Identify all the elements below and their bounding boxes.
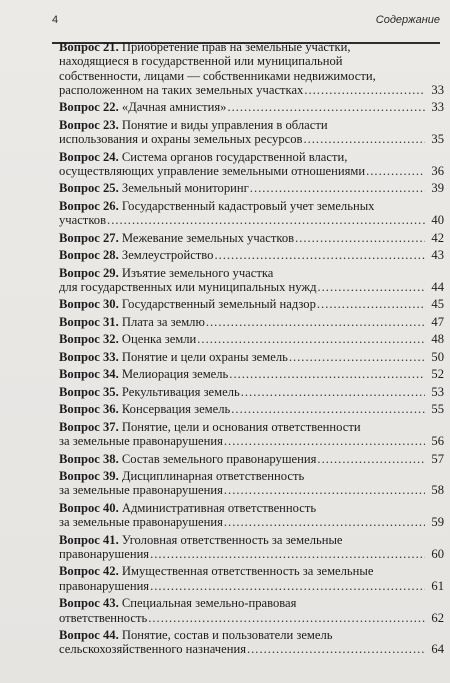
toc-entry-title: за земельные правонарушения	[59, 434, 223, 449]
toc-entry-line	[59, 469, 426, 483]
dot-leader	[317, 452, 425, 466]
toc-entry-line	[59, 54, 426, 68]
toc-entry-label: Вопрос 28.	[59, 248, 119, 263]
toc-entry-line	[59, 628, 426, 642]
toc-entry-text	[59, 469, 304, 483]
dot-leader	[303, 132, 425, 146]
toc-entry	[59, 628, 444, 657]
toc-entry-title: Административная ответственность	[121, 500, 317, 515]
toc-entry-line	[59, 483, 426, 497]
toc-entry-text	[59, 132, 302, 146]
toc-entry-label: Вопрос 26.	[59, 198, 119, 213]
toc-entry-line	[59, 564, 426, 578]
toc-entry-line	[59, 547, 426, 561]
toc-entry-line	[59, 69, 426, 83]
dot-leader	[224, 434, 425, 448]
dot-leader	[241, 385, 425, 399]
toc-page-number: 39	[431, 181, 444, 196]
toc-entry-label: Вопрос 27.	[59, 230, 119, 245]
dot-leader	[317, 297, 425, 311]
toc-entry-text	[59, 83, 303, 97]
toc-page-number: 40	[431, 213, 444, 228]
toc-page-number: 59	[431, 515, 444, 530]
toc-entry-text	[59, 69, 376, 83]
toc-entry-line	[59, 297, 426, 311]
toc-entry-text	[59, 100, 226, 114]
toc-page-number: 48	[431, 332, 444, 347]
toc-page-number: 33	[431, 100, 444, 115]
toc-entry-text	[59, 199, 374, 213]
dot-leader	[150, 579, 425, 593]
running-header	[52, 14, 440, 30]
toc-entry	[59, 297, 444, 311]
table-of-contents	[59, 40, 444, 660]
toc-page-number: 35	[431, 132, 444, 147]
toc-page-number: 50	[431, 349, 444, 364]
toc-entry	[59, 596, 444, 625]
dot-leader	[197, 332, 425, 346]
toc-entry-label: Вопрос 30.	[59, 297, 119, 312]
toc-entry-title: Изъятие земельного участка	[121, 265, 274, 280]
toc-entry	[59, 350, 444, 364]
toc-entry-label: Вопрос 41.	[59, 532, 119, 547]
dot-leader	[107, 213, 425, 227]
toc-entry-text	[59, 579, 149, 593]
toc-entry-text	[59, 501, 316, 515]
dot-leader	[224, 483, 425, 497]
dot-leader	[150, 547, 425, 561]
toc-entry-title: Состав земельного правонарушения	[121, 451, 317, 466]
toc-entry-title: правонарушения	[59, 546, 150, 561]
toc-entry-title: расположенном на таких земельных участках	[59, 82, 304, 97]
toc-entry-title: ответственность	[59, 610, 148, 625]
toc-page-number: 53	[431, 384, 444, 399]
toc-entry-line	[59, 385, 426, 399]
toc-entry-title: использования и охраны земельных ресурсов	[59, 132, 303, 147]
toc-entry-text	[59, 297, 316, 311]
toc-entry-line	[59, 100, 426, 114]
toc-entry-line	[59, 611, 426, 625]
toc-entry-text	[59, 533, 343, 547]
toc-entry-text	[59, 118, 328, 132]
toc-entry-line	[59, 315, 426, 329]
toc-entry-label: Вопрос 23.	[59, 117, 119, 132]
toc-entry-title: Уголовная ответственность за земельные	[121, 532, 343, 547]
toc-entry-label: Вопрос 42.	[59, 564, 119, 579]
toc-entry-title: Рекультивация земель	[121, 384, 240, 399]
toc-entry-text	[59, 54, 343, 68]
toc-entry-title: Понятие и виды управления в области	[121, 117, 328, 132]
toc-entry-line	[59, 515, 426, 529]
toc-entry-title: «Дачная амнистия»	[121, 100, 227, 115]
toc-entry-title: Специальная земельно-правовая	[121, 596, 297, 611]
toc-page-number: 36	[431, 163, 444, 178]
toc-entry-line	[59, 199, 426, 213]
toc-page-number: 56	[431, 434, 444, 449]
toc-entry-title: Плата за землю	[121, 314, 205, 329]
toc-entry-line	[59, 181, 426, 195]
toc-entry-text	[59, 332, 196, 346]
toc-page-number: 58	[431, 483, 444, 498]
toc-entry-text	[59, 420, 361, 434]
toc-entry-text	[59, 315, 205, 329]
toc-entry-title: за земельные правонарушения	[59, 483, 223, 498]
toc-entry-text	[59, 385, 240, 399]
toc-entry-title: Государственный кадастровый учет земельных	[121, 198, 375, 213]
dot-leader	[366, 164, 425, 178]
dot-leader	[229, 367, 425, 381]
toc-entry-line	[59, 164, 426, 178]
toc-page-number: 57	[431, 451, 444, 466]
toc-entry-text	[59, 350, 288, 364]
toc-entry-line	[59, 579, 426, 593]
toc-entry	[59, 266, 444, 295]
toc-entry-line	[59, 596, 426, 610]
toc-entry-text	[59, 452, 316, 466]
toc-entry-title: Система органов государственной власти,	[121, 149, 348, 164]
toc-entry-label: Вопрос 22.	[59, 100, 119, 115]
toc-entry-label: Вопрос 37.	[59, 419, 119, 434]
toc-entry-line	[59, 420, 426, 434]
toc-entry	[59, 469, 444, 498]
toc-entry-title: Консервация земель	[121, 402, 231, 417]
toc-entry-label: Вопрос 36.	[59, 402, 119, 417]
toc-page-number: 47	[431, 314, 444, 329]
toc-entry	[59, 199, 444, 228]
toc-entry	[59, 402, 444, 416]
toc-entry-title: для государственных или муниципальных нужд	[59, 279, 317, 294]
toc-page-number: 33	[431, 82, 444, 97]
toc-entry-text	[59, 483, 223, 497]
toc-entry	[59, 315, 444, 329]
toc-entry-title: Дисциплинарная ответственность	[121, 469, 305, 484]
toc-entry	[59, 385, 444, 399]
toc-entry-text	[59, 248, 213, 262]
toc-entry-title: Понятие, состав и пользователи земель	[121, 628, 333, 642]
toc-entry-text	[59, 164, 365, 178]
toc-entry-text	[59, 367, 228, 381]
page-number: 4	[52, 14, 59, 26]
toc-entry-label: Вопрос 24.	[59, 149, 119, 164]
toc-entry-text	[59, 213, 106, 227]
toc-entry-line	[59, 332, 426, 346]
toc-page-number: 61	[431, 578, 444, 593]
toc-entry-title: сельскохозяйственного назначения	[59, 642, 246, 657]
toc-entry	[59, 100, 444, 114]
toc-entry-line	[59, 150, 426, 164]
toc-entry-label: Вопрос 40.	[59, 500, 119, 515]
toc-entry-title: Земельный мониторинг	[121, 181, 249, 196]
toc-entry-label: Вопрос 33.	[59, 349, 119, 364]
toc-entry-label: Вопрос 25.	[59, 181, 119, 196]
toc-entry-text	[59, 547, 149, 561]
toc-entry	[59, 533, 444, 562]
toc-entry-text	[59, 266, 273, 280]
toc-entry	[59, 564, 444, 593]
toc-entry-title: Понятие и цели охраны земель	[121, 349, 288, 364]
toc-entry-line	[59, 642, 426, 656]
toc-entry-title: осуществляющих управление земельными отношениями	[59, 163, 366, 178]
toc-entry	[59, 231, 444, 245]
toc-entry-line	[59, 367, 426, 381]
toc-entry	[59, 40, 444, 97]
toc-page-number: 55	[431, 402, 444, 417]
toc-page-number: 44	[431, 279, 444, 294]
section-title: Содержание	[375, 14, 440, 26]
toc-entry-text	[59, 150, 347, 164]
dot-leader	[250, 181, 425, 195]
toc-entry-line	[59, 350, 426, 364]
toc-entry-text	[59, 181, 249, 195]
toc-entry-text	[59, 402, 230, 416]
toc-page-number: 52	[431, 367, 444, 382]
toc-entry-title: собственности, лицами — собственниками недвижимости,	[59, 68, 376, 83]
toc-entry	[59, 150, 444, 179]
toc-entry-label: Вопрос 39.	[59, 469, 119, 484]
dot-leader	[231, 402, 425, 416]
toc-entry	[59, 501, 444, 530]
toc-page-number: 45	[431, 297, 444, 312]
toc-entry	[59, 420, 444, 449]
toc-entry-text	[59, 434, 223, 448]
toc-page-number: 64	[431, 642, 444, 657]
toc-entry	[59, 118, 444, 147]
dot-leader	[148, 611, 425, 625]
dot-leader	[295, 231, 425, 245]
toc-entry-title: Приобретение прав на земельные участки,	[121, 40, 351, 54]
toc-entry-label: Вопрос 31.	[59, 314, 119, 329]
toc-entry-label: Вопрос 44.	[59, 628, 119, 642]
dot-leader	[214, 248, 425, 262]
toc-entry-label: Вопрос 35.	[59, 384, 119, 399]
toc-entry-title: находящиеся в государственной или муниципальной	[59, 54, 343, 69]
toc-entry	[59, 367, 444, 381]
toc-entry-text	[59, 231, 294, 245]
toc-entry-title: за земельные правонарушения	[59, 515, 223, 530]
toc-entry-text	[59, 40, 351, 54]
dot-leader	[224, 515, 425, 529]
toc-entry-title: Имущественная ответственность за земельные	[121, 564, 374, 579]
toc-entry-title: правонарушения	[59, 578, 150, 593]
toc-entry-line	[59, 83, 426, 97]
toc-entry-text	[59, 596, 296, 610]
toc-entry-text	[59, 642, 246, 656]
toc-page-number: 62	[431, 610, 444, 625]
toc-entry	[59, 248, 444, 262]
toc-entry-text	[59, 515, 223, 529]
toc-entry	[59, 332, 444, 346]
toc-entry-title: Межевание земельных участков	[121, 230, 295, 245]
toc-entry-line	[59, 402, 426, 416]
toc-entry-label: Вопрос 43.	[59, 596, 119, 611]
dot-leader	[318, 280, 426, 294]
toc-entry-line	[59, 40, 426, 54]
toc-entry-line	[59, 501, 426, 515]
toc-entry-label: Вопрос 29.	[59, 265, 119, 280]
dot-leader	[304, 83, 425, 97]
toc-entry-text	[59, 564, 373, 578]
toc-page-number: 43	[431, 248, 444, 263]
toc-entry-line	[59, 266, 426, 280]
toc-entry-line	[59, 434, 426, 448]
dot-leader	[289, 350, 425, 364]
toc-entry-line	[59, 452, 426, 466]
toc-entry-title: Оценка земли	[121, 332, 197, 347]
toc-entry-line	[59, 213, 426, 227]
toc-entry	[59, 452, 444, 466]
toc-entry-title: Землеустройство	[121, 248, 214, 263]
dot-leader	[247, 642, 425, 656]
toc-entry-line	[59, 132, 426, 146]
dot-leader	[227, 100, 425, 114]
toc-entry-label: Вопрос 34.	[59, 367, 119, 382]
toc-entry	[59, 181, 444, 195]
toc-entry-label: Вопрос 21.	[59, 40, 119, 54]
toc-entry-title: Мелиорация земель	[121, 367, 229, 382]
toc-entry-line	[59, 280, 426, 294]
toc-entry-title: Понятие, цели и основания ответственности	[121, 419, 361, 434]
toc-entry-line	[59, 231, 426, 245]
dot-leader	[206, 315, 425, 329]
toc-entry-label: Вопрос 32.	[59, 332, 119, 347]
toc-page-number: 42	[431, 230, 444, 245]
toc-entry-line	[59, 118, 426, 132]
toc-entry-line	[59, 248, 426, 262]
toc-entry-title: участков	[59, 213, 107, 228]
toc-page-number: 60	[431, 546, 444, 561]
toc-entry-text	[59, 611, 147, 625]
toc-entry-text	[59, 628, 333, 642]
toc-entry-title: Государственный земельный надзор	[121, 297, 316, 312]
toc-entry-line	[59, 533, 426, 547]
toc-entry-label: Вопрос 38.	[59, 451, 119, 466]
toc-entry-text	[59, 280, 317, 294]
